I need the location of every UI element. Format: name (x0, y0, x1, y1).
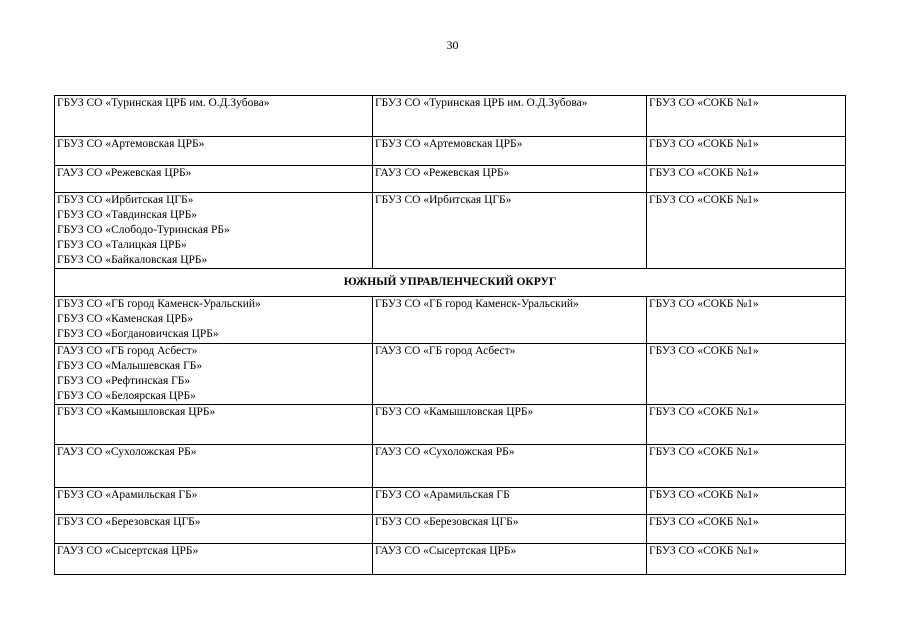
source-organization-cell (55, 445, 373, 488)
organization-name: ГБУЗ СО «СОКБ №1» (649, 298, 759, 310)
organization-name: ГАУЗ СО «Сысертская ЦРБ» (375, 545, 517, 557)
source-organization-cell (55, 544, 373, 575)
intermediate-organization-cell (373, 405, 647, 445)
organization-name: ГБУЗ СО «СОКБ №1» (649, 138, 759, 150)
organization-name: ГБУЗ СО «СОКБ №1» (649, 97, 759, 109)
table-row (55, 544, 846, 575)
regional-hospital-cell (647, 405, 846, 445)
organization-name: ГБУЗ СО «Богдановичская ЦРБ» (57, 328, 219, 340)
organization-name: ГБУЗ СО «СОКБ №1» (649, 406, 759, 418)
intermediate-organization-cell (373, 96, 647, 137)
source-organization-cell (55, 166, 373, 193)
source-organization-cell (55, 193, 373, 269)
organization-name: ГБУЗ СО «Березовская ЦГБ» (57, 516, 201, 528)
table-row (55, 344, 846, 405)
source-organization-cell (55, 515, 373, 544)
organization-name: ГАУЗ СО «Сухоложская РБ» (375, 446, 515, 458)
organization-name: ГБУЗ СО «ГБ город Каменск-Уральский» (57, 298, 261, 310)
section-heading: ЮЖНЫЙ УПРАВЛЕНЧЕСКИЙ ОКРУГ (55, 269, 846, 297)
intermediate-organization-cell (373, 297, 647, 344)
table-row (55, 137, 846, 166)
source-organization-cell (55, 405, 373, 445)
regional-hospital-cell (647, 166, 846, 193)
organization-name: ГАУЗ СО «Режевская ЦРБ» (375, 167, 510, 179)
table-row (55, 445, 846, 488)
regional-hospital-cell (647, 96, 846, 137)
regional-hospital-cell (647, 515, 846, 544)
intermediate-organization-cell (373, 166, 647, 193)
organization-name: ГБУЗ СО «СОКБ №1» (649, 516, 759, 528)
organization-name: ГБУЗ СО «Каменская ЦРБ» (57, 313, 194, 325)
organization-name: ГАУЗ СО «ГБ город Асбест» (375, 345, 516, 357)
table-row (55, 193, 846, 269)
regional-hospital-cell (647, 445, 846, 488)
organization-name: ГБУЗ СО «Талицкая ЦРБ» (57, 239, 187, 251)
table-row (55, 297, 846, 344)
table-row (55, 96, 846, 137)
organization-name: ГБУЗ СО «Туринская ЦРБ им. О.Д.Зубова» (375, 97, 588, 109)
regional-hospital-cell (647, 137, 846, 166)
organization-name: ГБУЗ СО «Артемовская ЦРБ» (375, 138, 523, 150)
regional-hospital-cell (647, 544, 846, 575)
organization-name: ГБУЗ СО «Ирбитская ЦГБ» (57, 194, 194, 206)
intermediate-organization-cell (373, 544, 647, 575)
organization-name: ГБУЗ СО «СОКБ №1» (649, 167, 759, 179)
organization-name: ГБУЗ СО «Рефтинская ГБ» (57, 375, 191, 387)
source-organization-cell (55, 297, 373, 344)
organization-name: ГБУЗ СО «СОКБ №1» (649, 446, 759, 458)
regional-hospital-cell (647, 297, 846, 344)
organization-name: ГБУЗ СО «Березовская ЦГБ» (375, 516, 519, 528)
organization-name: ГБУЗ СО «Ирбитская ЦГБ» (375, 194, 512, 206)
intermediate-organization-cell (373, 344, 647, 405)
organization-name: ГБУЗ СО «ГБ город Каменск-Уральский» (375, 298, 579, 310)
organization-name: ГАУЗ СО «Сысертская ЦРБ» (57, 545, 199, 557)
routing-table (54, 95, 846, 575)
source-organization-cell (55, 137, 373, 166)
organization-name: ГБУЗ СО «Артемовская ЦРБ» (57, 138, 205, 150)
organization-name: ГБУЗ СО «Байкаловская ЦРБ» (57, 254, 208, 266)
page-number: 30 (446, 38, 459, 52)
organization-name: ГАУЗ СО «Режевская ЦРБ» (57, 167, 192, 179)
organization-name: ГАУЗ СО «ГБ город Асбест» (57, 345, 198, 357)
organization-name: ГБУЗ СО «СОКБ №1» (649, 489, 759, 501)
table-row (55, 488, 846, 515)
table-row (55, 515, 846, 544)
organization-name: ГБУЗ СО «Малышевская ГБ» (57, 360, 203, 372)
intermediate-organization-cell (373, 445, 647, 488)
routing-table-body (55, 96, 846, 575)
intermediate-organization-cell (373, 193, 647, 269)
organization-name: ГБУЗ СО «Камышловская ЦРБ» (57, 406, 216, 418)
organization-name: ГБУЗ СО «СОКБ №1» (649, 345, 759, 357)
intermediate-organization-cell (373, 137, 647, 166)
source-organization-cell (55, 488, 373, 515)
source-organization-cell (55, 344, 373, 405)
intermediate-organization-cell (373, 515, 647, 544)
organization-name: ГБУЗ СО «СОКБ №1» (649, 194, 759, 206)
organization-name: ГБУЗ СО «Арамильская ГБ (375, 489, 510, 501)
organization-name: ГБУЗ СО «Белоярская ЦРБ» (57, 390, 196, 402)
intermediate-organization-cell (373, 488, 647, 515)
organization-name: ГБУЗ СО «Слободо-Туринская РБ» (57, 224, 230, 236)
organization-name: ГБУЗ СО «Камышловская ЦРБ» (375, 406, 534, 418)
source-organization-cell (55, 96, 373, 137)
organization-name: ГБУЗ СО «Арамильская ГБ» (57, 489, 198, 501)
organization-name: ГБУЗ СО «Туринская ЦРБ им. О.Д.Зубова» (57, 97, 270, 109)
table-row (55, 405, 846, 445)
table-row (55, 166, 846, 193)
organization-name: ГБУЗ СО «Тавдинская ЦРБ» (57, 209, 198, 221)
regional-hospital-cell (647, 193, 846, 269)
regional-hospital-cell (647, 344, 846, 405)
organization-name: ГАУЗ СО «Сухоложская РБ» (57, 446, 197, 458)
section-row (55, 269, 846, 297)
regional-hospital-cell (647, 488, 846, 515)
organization-name: ГБУЗ СО «СОКБ №1» (649, 545, 759, 557)
